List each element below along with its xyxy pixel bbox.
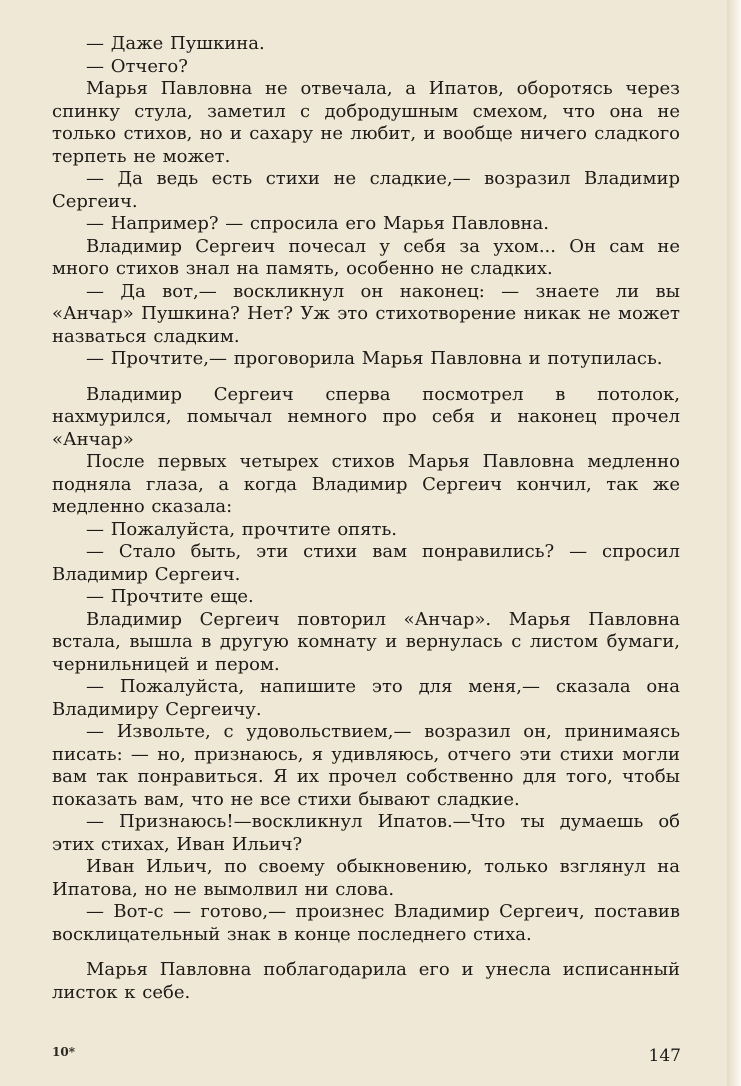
paragraph: — Пожалуйста, напишите это для меня,— сказала она Владимиру Сергеичу.	[52, 676, 680, 720]
paragraph: Марья Павловна поблагодарила его и унесла исписанный листок к себе.	[52, 959, 680, 1003]
paragraph: — Да ведь есть стихи не сладкие,— возразил Владимир Сергеич.	[52, 168, 680, 212]
paragraph: — Да вот,— воскликнул он наконец: — знаете ли вы «Анчар» Пушкина? Нет? Уж это стихотворение никак не может назваться сладким.	[52, 280, 680, 347]
paragraph: Марья Павловна не отвечала, а Ипатов, оборотясь через спинку стула, заметил с добродушным смехом, что она не только стихов, но и сахару не любит, и вообще ничего сладкого терпеть не может.	[52, 78, 680, 167]
paragraph: — Пожалуйста, прочтите опять.	[86, 518, 397, 540]
page-text	[52, 33, 680, 1004]
printer-signature-mark: 10*	[52, 1045, 75, 1059]
paragraph: — Например? — спросила его Марья Павловна.	[86, 213, 549, 234]
page-number: 147	[648, 1046, 681, 1066]
paragraph: Владимир Сергеич почесал у себя за ухом... Он сам не много стихов знал на память, особенно не сладких.	[52, 235, 680, 279]
paragraph: — Даже Пушкина.	[86, 33, 265, 54]
paragraph: — Отчего?	[86, 55, 188, 77]
paragraph: — Стало быть, эти стихи вам понравились? — спросил Владимир Сергеич.	[52, 541, 680, 585]
paragraph: Иван Ильич, по своему обыкновению, только взглянул на Ипатова, но не вымолвил ни слова.	[52, 856, 680, 900]
paragraph: — Вот-с — готово,— произнес Владимир Сергеич, поставив восклицательный знак в конце последнего стиха.	[52, 901, 680, 945]
paragraph: Владимир Сергеич сперва посмотрел в потолок, нахмурился, помычал немного про себя и наконец прочел «Анчар»	[52, 383, 680, 450]
page-edge	[727, 0, 741, 1086]
paragraph: — Прочтите,— проговорила Марья Павловна и потупилась.	[86, 348, 663, 369]
paragraph: После первых четырех стихов Марья Павловна медленно подняла глаза, а когда Владимир Сергеич кончил, так же медленно сказала:	[52, 451, 680, 517]
paragraph: Владимир Сергеич повторил «Анчар». Марья Павловна встала, вышла в другую комнату и вернулась с листом бумаги, чернильницей и пером.	[52, 608, 680, 675]
paragraph: — Признаюсь!—воскликнул Ипатов.—Что ты думаешь об этих стихах, Иван Ильич?	[52, 811, 680, 855]
paragraph: — Извольте, с удовольствием,— возразил он, принимаясь писать: — но, признаюсь, я удивляюсь, отчего эти стихи могли вам так понравиться. Я их прочел собственно для того, чтобы показать вам, что не все стихи бывают сладкие.	[52, 721, 680, 810]
paragraph: — Прочтите еще.	[86, 586, 254, 607]
